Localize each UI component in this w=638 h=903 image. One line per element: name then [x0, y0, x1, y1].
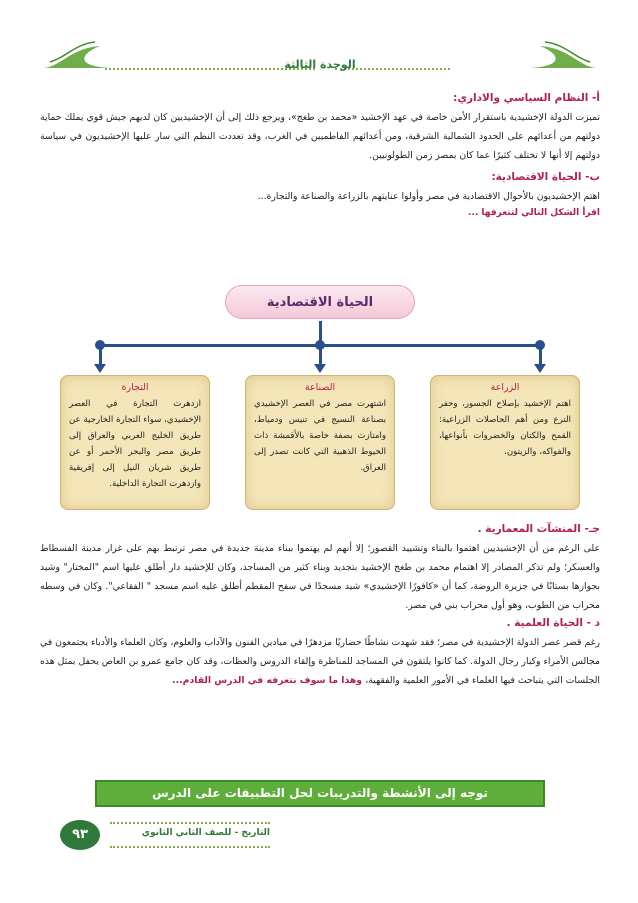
content-top [40, 92, 600, 218]
page-number: ٩٣ [60, 820, 100, 850]
section-a-title: أ- النظام السياسي والاداري: [453, 92, 600, 104]
box-text: اهتم الإخشيد بإصلاح الجسور، وحفر الترع ومن أهم الحاصلات الزراعية: القمح والكتان والخضروات بأنواعها، والفواكه، والزيتون. [439, 399, 571, 457]
leaf-ornament-icon [40, 38, 120, 76]
footer-dots [110, 822, 270, 824]
section-c-title: جـ- المنشآت المعمارية . [477, 523, 600, 535]
arrow-down-icon [539, 347, 542, 365]
box-title: الزراعة [490, 382, 520, 393]
section-d-text: رغم قصر عصر الدولة الإخشيدية في مصر؛ فقد شهدت نشاطًا حضاريًا مزدهرًا في ميادين الفنون والآداب والعلوم، وكان العلماء والأدباء يجتمعون في مجالس الأمراء وكبار رجال الدولة. كما كانوا يلتقون في المساجد للمناظرة وإلقاء الدروس والعظات، وقد كان جامع عمرو بن العاص يحفل بمثل هذه الجلسات التي يتباحث فيها العلماء في الأمور العلمية والفقهية، [40, 637, 600, 686]
section-d-paragraph [40, 633, 600, 690]
page-header [50, 38, 590, 74]
arrow-down-icon [99, 347, 102, 365]
content-bottom [40, 523, 600, 690]
box-title: التجارة [121, 382, 149, 393]
read-diagram-label: اقرأ الشكل التالي لتتعرفها ... [468, 208, 600, 218]
economy-diagram [60, 285, 580, 515]
box-agriculture [430, 375, 580, 510]
section-b-paragraph: اهتم الإخشيديون بالأحوال الاقتصادية في مصر وأولوا عنايتهم بالزراعة والصناعة والتجارة... [257, 191, 600, 202]
box-trade [60, 375, 210, 510]
section-a-paragraph: تميزت الدولة الإخشيدية باستقرار الأمن خاصة في عهد الإخشيد «محمد بن طغج»، ويرجع ذلك إلى أن الإخشيديين كان لديهم جيش قوي يملك حماية دولتهم من أعدائهم على الحدود الشمالية الشرقية، ومن أعدائهم الفاطميين في الغرب، وقد تعددت النظم التي سار عليها الإخشيديون في سياسة دولتهم إلا أنها لا تختلف كثيرًا عما كان بمصر زمن الطولونيين. [40, 112, 600, 161]
section-c-paragraph: على الرغم من أن الإخشيديين اهتموا بالبناء وتشييد القصور؛ إلا أنهم لم يهتموا ببناء مدينة جديدة في مصر ترتبط بهم على غرار مدينة الفسطاط والعسكر؛ ولم تذكر المصادر إلا اهتمام محمد بن طغج الإخشيد بتجديد وبناء كثير من المساجد، وكان للإخشيد دار أطلق عليها اسم "المختار" وشيد بجوارها بستانًا في جزيرة الروضة، كما أن «كافورًا الإخشيدي» شيد مسجدًا في سفح المقطم أطلق عليه اسم مسجد " الفقاعي". وكان في وسطه محراب من الطوب، وهو أول محراب بني في مصر. [40, 543, 600, 611]
box-text: ازدهرت التجارة في العصر الإخشيدي، سواء التجارة الخارجية عن طريق الخليج العربي والعراق إلى طريق مصر والبحر الأحمر أو عن طريق شريان النيل إلى إفريقية وازدهرت التجارة الداخلية. [69, 399, 201, 489]
page-footer [60, 820, 270, 850]
section-d-title: د - الحياة العلمية . [506, 617, 600, 629]
box-title: الصناعة [304, 382, 336, 393]
section-b-title: ب- الحياة الاقتصادية: [491, 171, 600, 183]
arrow-down-icon [319, 347, 322, 365]
unit-title: الوحدة الثالثة [284, 58, 356, 71]
box-industry [245, 375, 395, 510]
footer-subject: التاريخ - للصف الثاني الثانوي [141, 828, 270, 838]
header-dots-left [105, 68, 315, 70]
diagram-title: الحياة الاقتصادية [225, 285, 415, 319]
footer-dots [110, 846, 270, 848]
box-text: اشتهرت مصر في العصر الإخشيدي بصناعة النسيج في تنيس ودمياط، وامتازت بصفة خاصة بالأقمشة ذات الخيوط الذهبية التي كانت تصدر إلى العراق. [254, 399, 386, 473]
section-d-emphasis: وهذا ما سوف نتعرفه في الدرس القادم... [172, 675, 366, 686]
activities-banner: توجه إلى الأنشطة والتدريبات لحل التطبيقات على الدرس [95, 780, 545, 807]
